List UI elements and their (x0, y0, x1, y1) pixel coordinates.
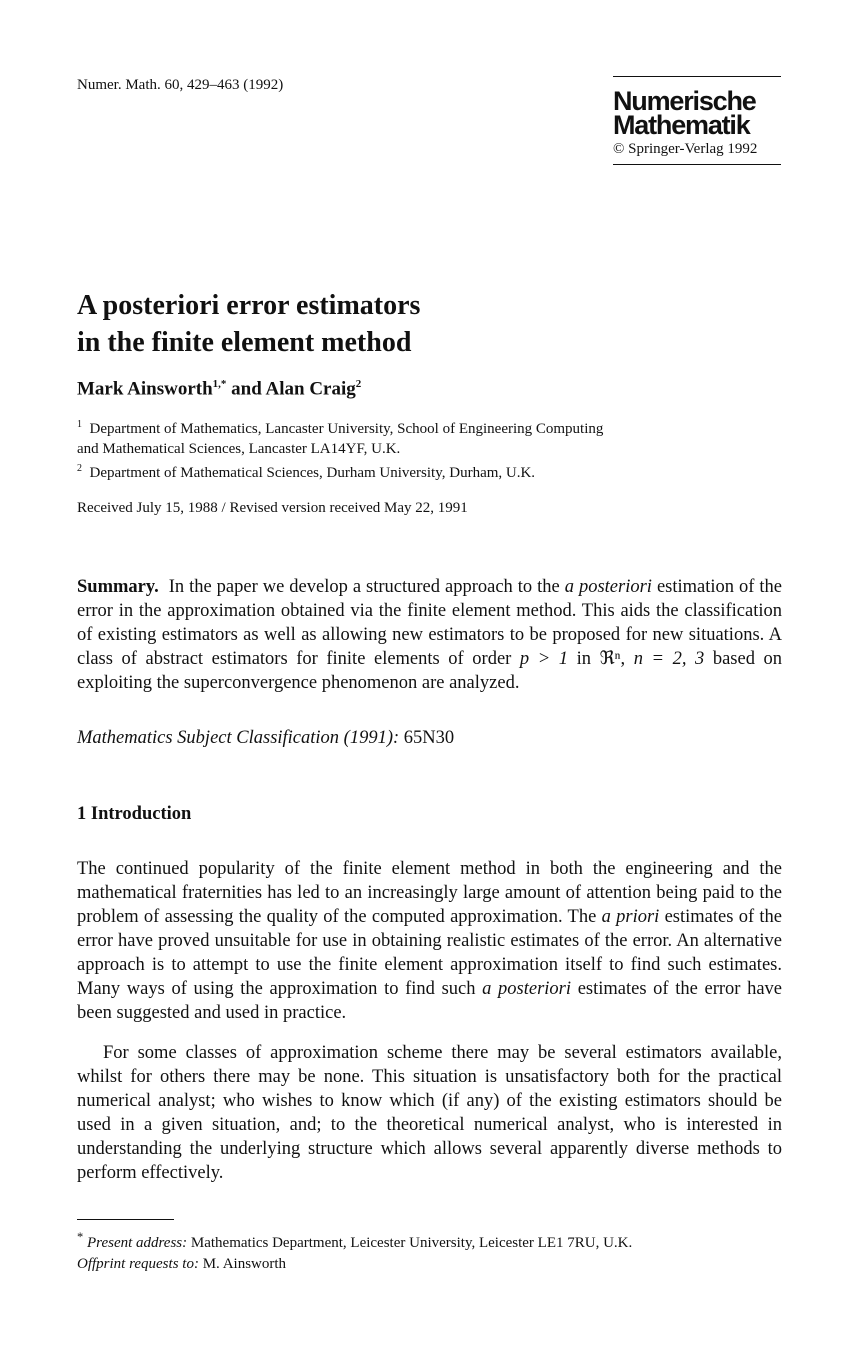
intro-paragraph-2: For some classes of approximation scheme there may be several estimators available, whilst for others there may be none. This situation is unsatisfactory both for the practical numerical analyst; who wishes to know which (if any) of the existing estimators should be used in a given situation, and; to the theoretical numerical analyst, who is interested in understanding the underlying structure which allows several apparently diverse methods to perform effectively. (77, 1043, 782, 1183)
journal-logo (613, 86, 781, 140)
section-heading (77, 804, 191, 825)
author-1-name: Mark Ainsworth (77, 378, 213, 400)
section-number: 1 (77, 804, 87, 824)
summary-label: Summary. (77, 577, 159, 597)
author-1-marks: 1,* (212, 378, 227, 390)
title-line-1: A posteriori error estimators (77, 290, 421, 321)
math-space: ℜⁿ (599, 649, 621, 669)
affiliation-line: $^1$ Department of Mathematics, Lancaster University, School of Engineering Computing (77, 419, 604, 437)
received-dates: Received July 15, 1988 / Revised version received May 22, 1991 (77, 500, 468, 516)
footnote-mark: * (77, 1230, 84, 1244)
affiliation-mark: 1 (77, 419, 82, 430)
msc-code: 65N30 (403, 728, 455, 748)
author-conjunction: and (231, 378, 262, 400)
math-order: p > 1 (519, 649, 569, 669)
math-dimension: n = 2, 3 (633, 649, 705, 669)
paper-title (77, 287, 420, 361)
journal-logo-line2: Mathematik (613, 110, 750, 140)
masthead-bottom-rule (613, 164, 781, 165)
section-title: Introduction (90, 804, 192, 824)
title-line-2: in the finite element method (77, 327, 412, 358)
journal-citation: Numer. Math. 60, 429–463 (1992) (77, 77, 284, 93)
footnote-rule (77, 1219, 174, 1220)
author-2-marks: 2 (355, 378, 362, 390)
msc-label: Mathematics Subject Classification (1991): (77, 728, 400, 748)
author-2-name: Alan Craig (265, 378, 356, 400)
footnote-present-address: * Present address: Mathematics Department, Leicester University, Leicester LE1 7RU, U.K. (77, 1230, 633, 1251)
subject-classification (77, 728, 454, 749)
affiliation-mark: 2 (77, 463, 82, 474)
summary-paragraph: Summary. In the paper we develop a structured approach to the a posteriori estimation of the error in the approximation obtained via the finite element method. This aids the classification of existing estimators as well as allowing new estimators to be proposed for new situations. A class of abstract estimators for finite elements of order p > 1 in ℜⁿ, n = 2, 3 based on exploiting the superconvergence phenomenon are analyzed. (77, 577, 783, 693)
masthead-top-rule (613, 76, 781, 77)
footnote-offprint: Offprint requests to: M. Ainsworth (77, 1256, 287, 1272)
journal-masthead (613, 76, 781, 165)
footnotes (77, 1227, 632, 1275)
copyright-notice: © Springer-Verlag 1992 (613, 141, 758, 157)
affiliations (77, 415, 777, 484)
journal-logo-line1: Numerische (613, 86, 756, 116)
affiliation-line: $^2$ Department of Mathematical Sciences, Durham University, Durham, U.K. (77, 463, 536, 481)
affiliation-line: and Mathematical Sciences, Lancaster LA14YF, U.K. (77, 440, 401, 457)
intro-paragraph-1: The continued popularity of the finite element method in both the engineering and the mathematical fraternities has led to an increasingly large amount of attention being paid to the problem of assessing the quality of the computed approximation. The a priori estimates of the error have proved unsuitable for use in obtaining realistic estimates of the error. An alternative approach is to attempt to use the finite element approximation itself to find such estimates. Many ways of using the approximation to find such a posteriori estimates of the error have been suggested and used in practice. (77, 859, 783, 1023)
author-list (77, 378, 361, 400)
